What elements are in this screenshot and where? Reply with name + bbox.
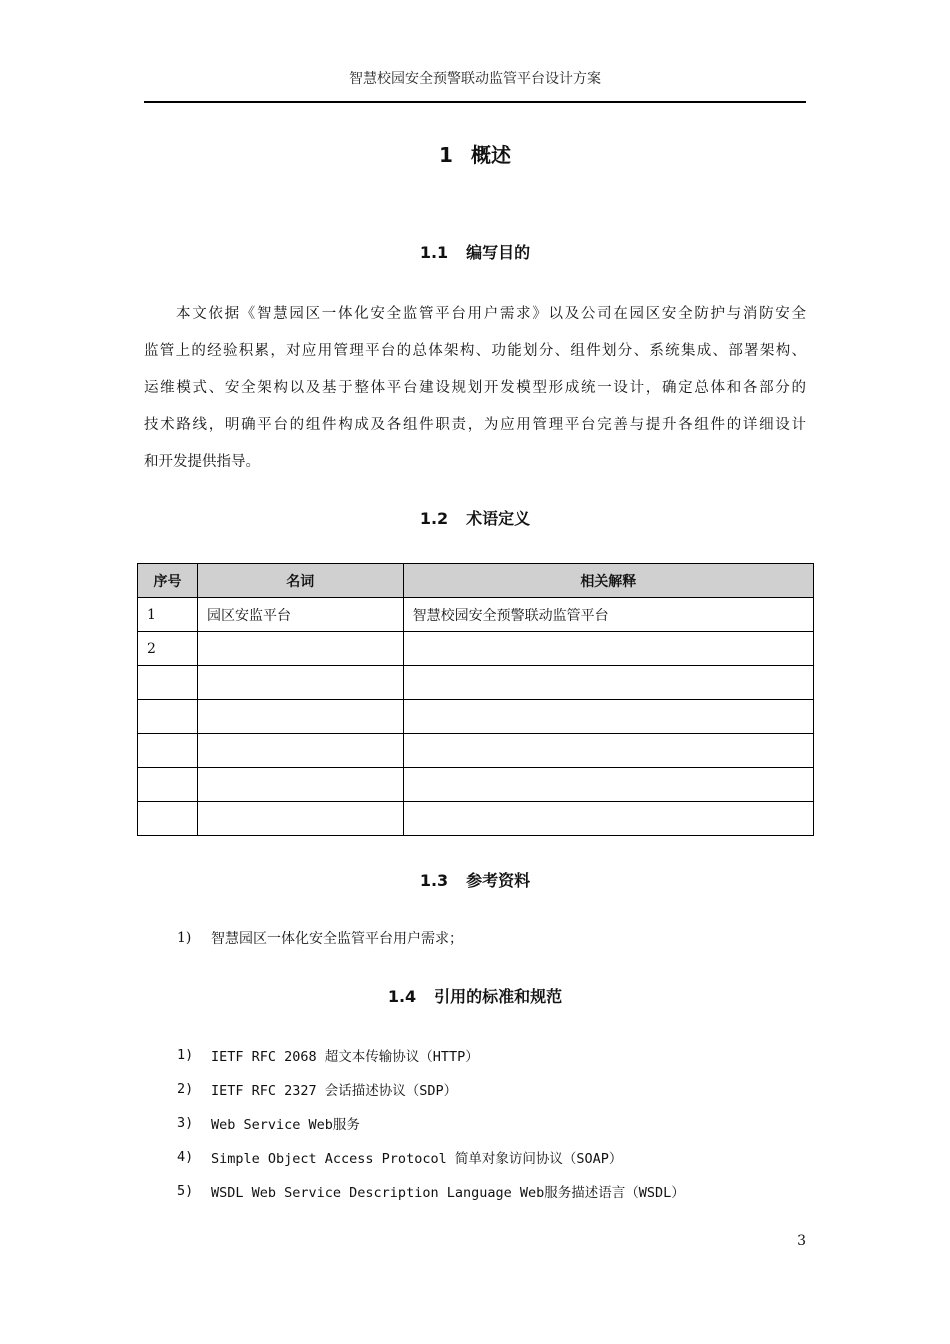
list-item-text: Simple Object Access Protocol 简单对象访问协议（SOAP） (211, 1151, 623, 1167)
section-heading-1-2 (0, 506, 950, 529)
cell-index (138, 802, 198, 836)
purpose-paragraph (144, 296, 806, 481)
running-header: 智慧校园安全预警联动监管平台设计方案 (349, 71, 601, 87)
list-item (177, 1140, 685, 1174)
table-header-row (138, 564, 814, 598)
cell-term (197, 666, 403, 700)
section-title: 术语定义 (466, 509, 531, 528)
list-item-index: 5) (177, 1183, 194, 1199)
cell-term: 园区安监平台 (197, 598, 403, 632)
section-number: 1.2 (419, 509, 449, 528)
column-header-explanation: 相关解释 (403, 564, 813, 598)
paragraph-line: 监管上的经验积累，对应用管理平台的总体架构、功能划分、组件划分、系统集成、部署架构、 (144, 343, 806, 359)
column-header-term: 名词 (197, 564, 403, 598)
section-title: 引用的标准和规范 (434, 987, 563, 1006)
table-row (138, 632, 814, 666)
section-number: 1.1 (419, 243, 449, 262)
section-heading-1-4 (0, 984, 950, 1007)
cell-index: 2 (138, 632, 198, 666)
list-item-text: IETF RFC 2068 超文本传输协议（HTTP） (211, 1049, 479, 1065)
cell-term (197, 802, 403, 836)
paragraph-line: 和开发提供指导。 (144, 454, 260, 470)
list-item-text: Web Service Web服务 (211, 1117, 360, 1133)
cell-term (197, 734, 403, 768)
column-header-index: 序号 (138, 564, 198, 598)
standards-list (177, 1038, 685, 1208)
table-row (138, 734, 814, 768)
list-item (177, 1106, 685, 1140)
cell-explanation (403, 632, 813, 666)
list-item-text: WSDL Web Service Description Language Web服务描述语言（WSDL） (211, 1185, 685, 1201)
table-row (138, 598, 814, 632)
paragraph-line: 技术路线，明确平台的组件构成及各组件职责，为应用管理平台完善与提升各组件的详细设计 (144, 417, 806, 433)
table-row (138, 666, 814, 700)
section-heading-1-3 (0, 868, 950, 891)
section-title: 编写目的 (466, 243, 531, 262)
header-divider (144, 101, 806, 103)
list-item (177, 1038, 685, 1072)
list-item-index: 3) (177, 1115, 194, 1131)
cell-term (197, 700, 403, 734)
table-row (138, 768, 814, 802)
section-number: 1.3 (419, 871, 449, 890)
table-row (138, 802, 814, 836)
list-item-index: 1) (177, 1047, 194, 1063)
cell-explanation (403, 666, 813, 700)
paragraph-line: 运维模式、安全架构以及基于整体平台建设规划开发模型形成统一设计，确定总体和各部分的 (144, 380, 806, 396)
chapter-number: 1 (439, 143, 453, 167)
list-item (177, 1174, 685, 1208)
page-number: 3 (797, 1233, 806, 1249)
references-list (177, 921, 463, 955)
list-item-index: 2) (177, 1081, 194, 1097)
list-item (177, 921, 463, 955)
list-item-text: 智慧园区一体化安全监管平台用户需求； (211, 931, 463, 947)
terms-table (137, 563, 814, 836)
cell-index: 1 (138, 598, 198, 632)
cell-index (138, 666, 198, 700)
cell-explanation (403, 802, 813, 836)
cell-explanation: 智慧校园安全预警联动监管平台 (403, 598, 813, 632)
list-item-index: 4) (177, 1149, 194, 1165)
list-item-text: IETF RFC 2327 会话描述协议（SDP） (211, 1083, 458, 1099)
cell-term (197, 632, 403, 666)
table-row (138, 700, 814, 734)
paragraph-line: 本文依据《智慧园区一体化安全监管平台用户需求》以及公司在园区安全防护与消防安全 (176, 306, 806, 322)
section-heading-1-1 (0, 240, 950, 263)
cell-explanation (403, 700, 813, 734)
section-title: 参考资料 (466, 871, 531, 890)
cell-explanation (403, 734, 813, 768)
chapter-title: 概述 (470, 143, 511, 167)
chapter-heading (0, 139, 950, 168)
cell-term (197, 768, 403, 802)
cell-index (138, 734, 198, 768)
list-item (177, 1072, 685, 1106)
list-item-index: 1) (177, 930, 192, 946)
cell-index (138, 768, 198, 802)
section-number: 1.4 (387, 987, 417, 1006)
cell-index (138, 700, 198, 734)
cell-explanation (403, 768, 813, 802)
